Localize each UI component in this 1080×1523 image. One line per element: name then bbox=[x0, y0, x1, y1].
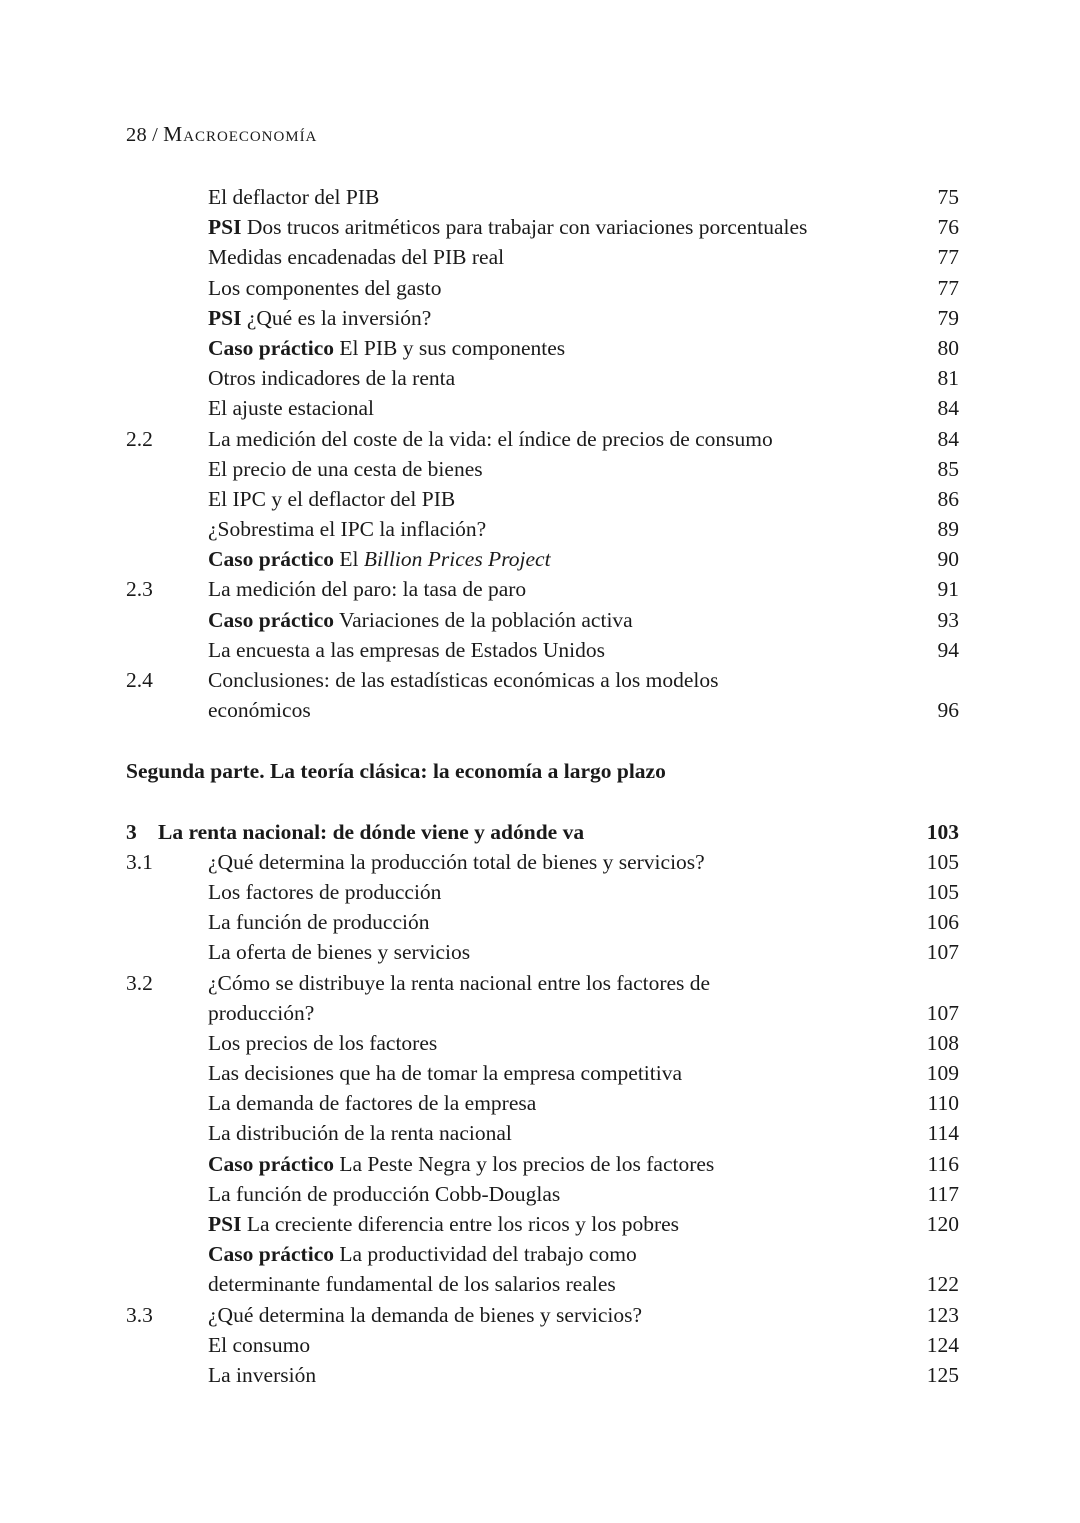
toc-row-title: ¿Sobrestima el IPC la inflación? bbox=[208, 517, 487, 542]
toc-row[interactable] bbox=[126, 303, 959, 333]
toc-row[interactable] bbox=[126, 1088, 959, 1118]
toc-row[interactable] bbox=[126, 544, 959, 574]
toc-row[interactable] bbox=[126, 998, 959, 1028]
toc-row-page-number: 94 bbox=[937, 637, 959, 662]
toc-row-page-number: 89 bbox=[937, 517, 959, 542]
toc-row-page-number: 120 bbox=[926, 1212, 959, 1237]
toc-row-number: 2.2 bbox=[126, 426, 153, 451]
toc-row-title: determinante fundamental de los salarios reales bbox=[208, 1272, 616, 1297]
toc-row[interactable] bbox=[126, 695, 959, 725]
toc-row[interactable] bbox=[126, 1269, 959, 1299]
toc-row[interactable] bbox=[126, 514, 959, 544]
toc-row-title: La encuesta a las empresas de Estados Unidos bbox=[208, 637, 606, 662]
toc-row-title: El deflactor del PIB bbox=[208, 185, 380, 209]
toc-row[interactable] bbox=[126, 937, 959, 967]
toc-row-title: El IPC y el deflactor del PIB bbox=[208, 486, 456, 511]
toc-row-page-number: 86 bbox=[937, 486, 959, 511]
toc-row-title: ¿Qué determina la producción total de bienes y servicios? bbox=[208, 849, 705, 874]
toc-row-title: Los precios de los factores bbox=[208, 1030, 438, 1055]
toc-row-page-number: 76 bbox=[937, 215, 959, 240]
toc-row-page-number: 105 bbox=[926, 879, 959, 904]
toc-row[interactable] bbox=[126, 1360, 959, 1390]
toc-row-title: La distribución de la renta nacional bbox=[208, 1121, 512, 1146]
toc-row-title: Caso práctico El Billion Prices Project bbox=[208, 547, 551, 572]
toc-row[interactable] bbox=[126, 907, 959, 937]
chapter-title: La renta nacional: de dónde viene y adónde va bbox=[158, 819, 585, 844]
toc-row-title: Caso práctico El PIB y sus componentes bbox=[208, 335, 566, 360]
running-head-separator: / bbox=[152, 124, 159, 146]
toc-row-page-number: 107 bbox=[926, 940, 959, 965]
toc-row-title: La oferta de bienes y servicios bbox=[208, 940, 471, 965]
toc-row-page-number: 105 bbox=[926, 849, 959, 874]
toc-row-page-number: 91 bbox=[937, 577, 959, 602]
toc-row-title: Caso práctico Variaciones de la población activa bbox=[208, 607, 633, 632]
toc-row-page-number: 116 bbox=[927, 1151, 959, 1176]
toc-row-page-number: 96 bbox=[937, 698, 959, 723]
toc-row-page-number: 84 bbox=[937, 426, 959, 451]
toc-row-page-number: 107 bbox=[926, 1000, 959, 1025]
spacer-after-part-heading bbox=[126, 787, 959, 817]
toc-row-chapter[interactable] bbox=[126, 817, 959, 847]
toc-row[interactable] bbox=[126, 1209, 959, 1239]
toc-row-title: El precio de una cesta de bienes bbox=[208, 456, 483, 481]
toc-row[interactable] bbox=[126, 1330, 959, 1360]
toc-row-title: Otros indicadores de la renta bbox=[208, 366, 456, 391]
toc-row-page-number: 85 bbox=[937, 456, 959, 481]
toc-row-title: Los componentes del gasto bbox=[208, 275, 442, 300]
toc-row-page-number: 77 bbox=[937, 275, 959, 300]
toc-row-title: La inversión bbox=[208, 1362, 317, 1387]
toc-row[interactable] bbox=[126, 424, 959, 454]
toc-row-label: Caso práctico bbox=[208, 1151, 334, 1176]
toc-row-number: 3.2 bbox=[126, 970, 153, 995]
toc-row-title: Los factores de producción bbox=[208, 879, 442, 904]
toc-row-page-number: 80 bbox=[937, 335, 959, 360]
toc-row[interactable] bbox=[126, 1058, 959, 1088]
toc-row-page-number: 109 bbox=[926, 1061, 959, 1086]
toc-row-label: PSI bbox=[208, 1212, 242, 1237]
toc-row-title: ¿Qué determina la demanda de bienes y servicios? bbox=[208, 1302, 642, 1327]
toc-section-chapter-2 bbox=[126, 182, 959, 725]
toc-row[interactable] bbox=[126, 1028, 959, 1058]
toc-row-page-number: 114 bbox=[927, 1121, 959, 1146]
toc-row-title: La medición del paro: la tasa de paro bbox=[208, 577, 527, 602]
toc-row-title: La función de producción Cobb-Douglas bbox=[208, 1181, 561, 1206]
page-folio: 28 bbox=[126, 124, 148, 146]
toc-row[interactable] bbox=[126, 363, 959, 393]
toc-row-page-number: 106 bbox=[926, 910, 959, 935]
toc-row[interactable] bbox=[126, 454, 959, 484]
toc-row-label: PSI bbox=[208, 305, 242, 330]
toc-row[interactable] bbox=[126, 1300, 959, 1330]
toc-row-title: La demanda de factores de la empresa bbox=[208, 1091, 537, 1116]
toc-row[interactable] bbox=[126, 665, 959, 695]
toc-row-page-number: 125 bbox=[926, 1362, 959, 1387]
toc-row-label: Caso práctico bbox=[208, 547, 334, 572]
toc-row-title: producción? bbox=[208, 1000, 315, 1025]
toc-row-number: 3.1 bbox=[126, 849, 153, 874]
toc-row-title: Caso práctico La Peste Negra y los precios de los factores bbox=[208, 1151, 715, 1176]
spacer-before-part-heading bbox=[126, 725, 959, 756]
toc-row-page-number: 84 bbox=[937, 396, 959, 421]
toc-row-page-number: 90 bbox=[937, 547, 959, 572]
toc-row-page-number: 79 bbox=[937, 305, 959, 330]
toc-row-title: Caso práctico La productividad del trabajo como bbox=[208, 1242, 637, 1267]
toc-row-page-number: 77 bbox=[937, 245, 959, 270]
toc-row-label: Caso práctico bbox=[208, 607, 334, 632]
toc-row-label: Caso práctico bbox=[208, 335, 334, 360]
toc-row[interactable] bbox=[126, 393, 959, 423]
toc-section-chapter-3 bbox=[126, 847, 959, 1390]
toc-row[interactable] bbox=[126, 333, 959, 363]
toc-row-page-number: 117 bbox=[927, 1181, 959, 1206]
toc-row-page-number: 123 bbox=[926, 1302, 959, 1327]
running-head bbox=[126, 124, 317, 146]
toc-row-title: El ajuste estacional bbox=[208, 396, 374, 421]
toc-row[interactable] bbox=[126, 968, 959, 998]
toc-row[interactable] bbox=[126, 877, 959, 907]
toc-row-title: ¿Cómo se distribuye la renta nacional entre los factores de bbox=[208, 970, 711, 995]
toc-row-number: 2.4 bbox=[126, 668, 153, 692]
toc-row-page-number: 108 bbox=[926, 1030, 959, 1055]
toc-row[interactable] bbox=[126, 1149, 959, 1179]
toc-row-title: Las decisiones que ha de tomar la empresa competitiva bbox=[208, 1061, 683, 1086]
toc-row-title: La función de producción bbox=[208, 910, 430, 935]
table-of-contents bbox=[126, 182, 959, 1390]
toc-row-label: PSI bbox=[208, 215, 242, 240]
toc-row[interactable] bbox=[126, 1118, 959, 1148]
toc-row-title-italic: Billion Prices Project bbox=[363, 547, 551, 572]
toc-row[interactable] bbox=[126, 242, 959, 272]
toc-row-title: Medidas encadenadas del PIB real bbox=[208, 245, 505, 270]
toc-row[interactable] bbox=[126, 574, 959, 604]
chapter-number: 3 bbox=[126, 819, 137, 844]
toc-row-page-number: 81 bbox=[937, 366, 959, 391]
toc-row-title: Conclusiones: de las estadísticas económicas a los modelos bbox=[208, 668, 719, 692]
chapter-page-number: 103 bbox=[926, 819, 959, 844]
toc-row-title: PSI ¿Qué es la inversión? bbox=[208, 305, 432, 330]
toc-row[interactable] bbox=[126, 182, 959, 212]
toc-row-number: 2.3 bbox=[126, 577, 153, 602]
toc-row-page-number: 93 bbox=[937, 607, 959, 632]
toc-row[interactable] bbox=[126, 273, 959, 303]
toc-row-number: 3.3 bbox=[126, 1302, 153, 1327]
toc-row-title: PSI La creciente diferencia entre los ricos y los pobres bbox=[208, 1212, 680, 1237]
toc-row-page-number: 124 bbox=[926, 1332, 959, 1357]
toc-row-page-number: 110 bbox=[927, 1091, 959, 1116]
toc-row[interactable] bbox=[126, 1239, 959, 1269]
toc-row-title: PSI Dos trucos aritméticos para trabajar con variaciones porcentuales bbox=[208, 215, 808, 240]
toc-row[interactable] bbox=[126, 847, 959, 877]
toc-row[interactable] bbox=[126, 605, 959, 635]
book-title: Macroeconomía bbox=[163, 122, 318, 146]
toc-row[interactable] bbox=[126, 635, 959, 665]
toc-row[interactable] bbox=[126, 484, 959, 514]
toc-row-title: económicos bbox=[208, 698, 311, 723]
toc-row-title: El consumo bbox=[208, 1332, 311, 1357]
toc-row[interactable] bbox=[126, 1179, 959, 1209]
toc-row-label: Caso práctico bbox=[208, 1242, 334, 1267]
toc-row[interactable] bbox=[126, 212, 959, 242]
toc-row-title: La medición del coste de la vida: el índice de precios de consumo bbox=[208, 426, 773, 451]
toc-row-page-number: 122 bbox=[926, 1272, 959, 1297]
part-heading: Segunda parte. La teoría clásica: la economía a largo plazo bbox=[126, 759, 666, 784]
toc-row-page-number: 75 bbox=[937, 185, 959, 209]
